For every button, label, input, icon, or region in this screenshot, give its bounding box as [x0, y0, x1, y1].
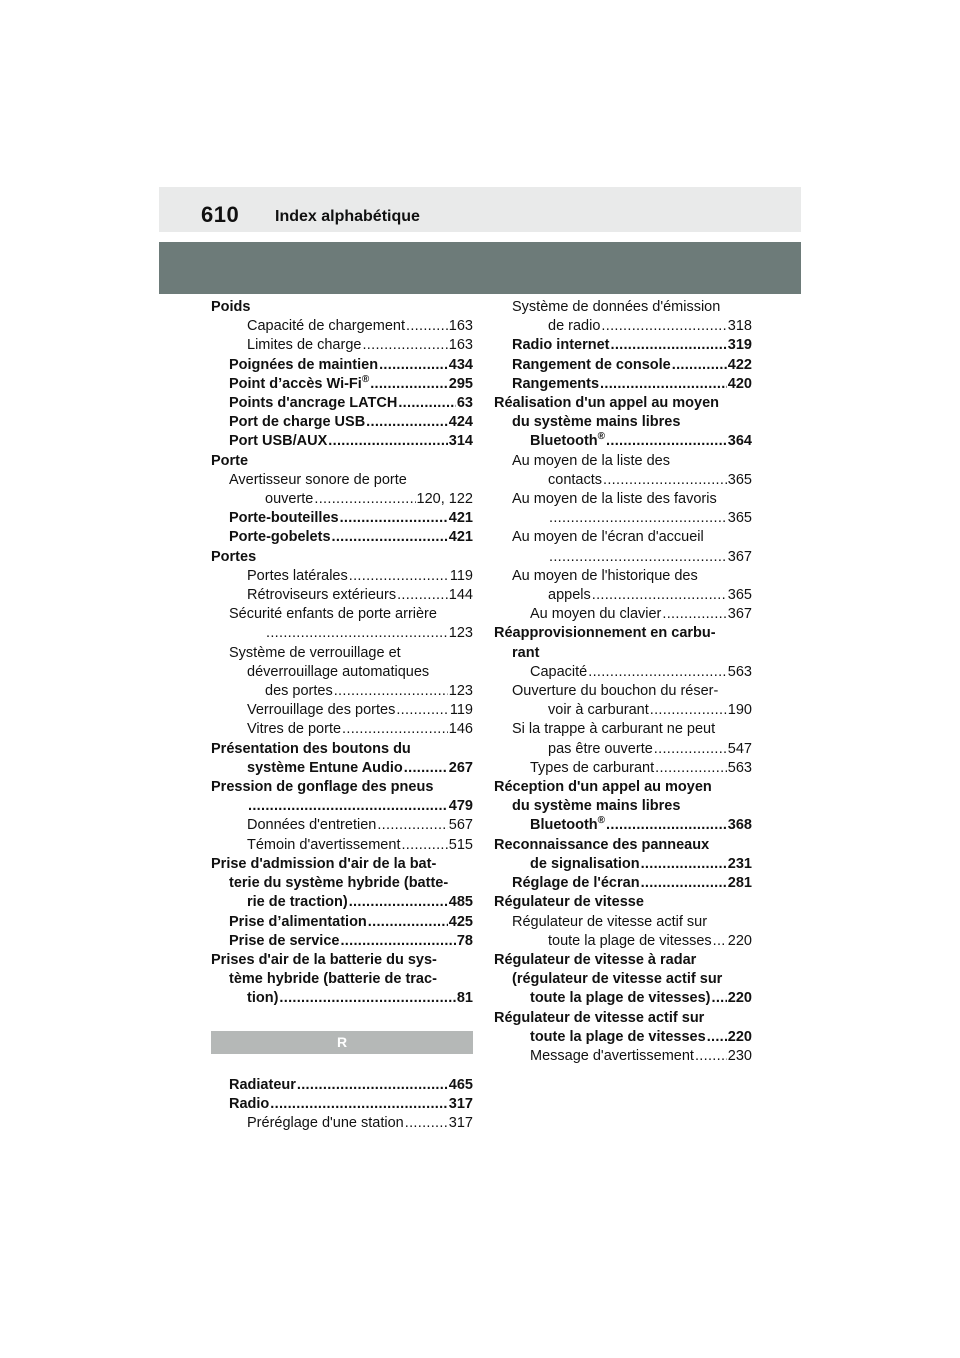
index-subentry: Ouverture du bouchon du réser- [512, 683, 719, 700]
index-subentry: Message d'avertissement ..... 230 [494, 1047, 752, 1066]
index-entry: Point d’accès Wi-Fi® ..... 295 [211, 375, 473, 394]
index-entry: Réglage de l'écran ..... 281 [494, 874, 752, 893]
index-entry: Portes [211, 548, 257, 565]
index-entry-cont: système Entune Audio ..... 267 [211, 759, 473, 778]
header-dark-band [159, 242, 801, 294]
index-entry: Pression de gonflage des pneus [211, 779, 434, 796]
index-entry: Régulateur de vitesse [494, 894, 644, 911]
index-subentry: Si la trappe à carburant ne peut [512, 721, 716, 738]
index-subentry-cont: déverrouillage automatiques [247, 663, 430, 680]
index-entry-cont: toute la plage de vitesses ..... 220 [494, 1028, 752, 1047]
index-entry: Prise de service ..... 78 [211, 932, 473, 951]
index-subentry-cont: ouverte ..... 120, 122 [211, 490, 473, 509]
index-entry: Présentation des boutons du [211, 740, 411, 757]
index-subentry: Au moyen de la liste des favoris [512, 491, 717, 508]
index-subentry: Capacité de chargement ..... 163 [211, 317, 473, 336]
index-entry-cont: Bluetooth® ..... 364 [494, 432, 752, 451]
index-entry-cont: rie de traction) ..... 485 [211, 893, 473, 912]
index-subentry: Rétroviseurs extérieurs ..... 144 [211, 586, 473, 605]
header-band [159, 187, 801, 232]
index-subentry: Sécurité enfants de porte arrière [229, 606, 437, 623]
page-title: Index alphabétique [275, 208, 420, 225]
index-entry-cont: tème hybride (batterie de trac- [229, 971, 437, 988]
index-subentry-cont: pas être ouverte ..... 547 [494, 740, 752, 759]
index-entry: Prise d’alimentation ..... 425 [211, 913, 473, 932]
index-entry: Reconnaissance des panneaux [494, 836, 710, 853]
index-entry: Poignées de maintien ..... 434 [211, 356, 473, 375]
index-subentry: Limites de charge ..... 163 [211, 336, 473, 355]
index-entry-cont: du système mains libres [512, 414, 681, 431]
index-subentry-cont: toute la plage de vitesses ..... 220 [494, 932, 752, 951]
index-subentry-cont: de radio ..... 318 [494, 317, 752, 336]
index-subentry-cont: des portes ..... 123 [211, 682, 473, 701]
index-entry-cont: ..... 479 [211, 797, 473, 816]
index-entry: Porte-gobelets ..... 421 [211, 528, 473, 547]
section-letter-bar: R [211, 1031, 473, 1054]
index-entry: Points d'ancrage LATCH ..... 63 [211, 394, 473, 413]
index-subentry: Système de verrouillage et [229, 644, 401, 661]
index-subentry-cont: ..... 367 [494, 548, 752, 567]
index-entry: Réalisation d'un appel au moyen [494, 395, 720, 412]
index-entry-cont: terie du système hybride (batte- [229, 875, 449, 892]
index-entry: Port de charge USB ..... 424 [211, 413, 473, 432]
index-entry: Porte-bouteilles ..... 421 [211, 509, 473, 528]
index-subentry: Données d'entretien ..... 567 [211, 816, 473, 835]
index-subentry-cont: appels ..... 365 [494, 586, 752, 605]
index-entry-cont: rant [512, 644, 540, 661]
index-entry-cont: du système mains libres [512, 798, 681, 815]
index-entry-cont: tion) ..... 81 [211, 989, 473, 1008]
index-entry: Rangements ..... 420 [494, 375, 752, 394]
index-subentry: Au moyen de l'historique des [512, 567, 698, 584]
index-column-right [494, 298, 752, 1066]
index-subentry: Avertisseur sonore de porte [229, 471, 407, 488]
index-entry: Prise d'admission d'air de la bat- [211, 855, 437, 872]
index-subentry: Capacité ..... 563 [494, 663, 752, 682]
index-entry: Port USB/AUX ..... 314 [211, 432, 473, 451]
index-subentry-cont: ..... 123 [211, 624, 473, 643]
index-subentry: Régulateur de vitesse actif sur [512, 913, 708, 930]
index-subentry: Au moyen du clavier ..... 367 [494, 605, 752, 624]
index-entry: Radio ..... 317 [211, 1095, 473, 1114]
index-entry: Porte [211, 452, 249, 469]
index-subentry: Système de données d'émission [512, 299, 721, 315]
index-subentry: Verrouillage des portes ..... 119 [211, 701, 473, 720]
index-entry-cont: de signalisation ..... 231 [494, 855, 752, 874]
index-entry-cont: Bluetooth® ..... 368 [494, 816, 752, 835]
index-entry: Rangement de console ..... 422 [494, 356, 752, 375]
index-entry: Réapprovisionnement en carbu- [494, 625, 716, 642]
page-number: 610 [201, 202, 240, 227]
index-subentry-cont: ..... 365 [494, 509, 752, 528]
index-entry-cont: (régulateur de vitesse actif sur [512, 971, 723, 988]
index-column-left [211, 298, 473, 1133]
index-entry-cont: toute la plage de vitesses) ..... 220 [494, 989, 752, 1008]
index-entry: Réception d'un appel au moyen [494, 779, 712, 796]
index-subentry: Vitres de porte ..... 146 [211, 720, 473, 739]
index-entry: Régulateur de vitesse à radar [494, 951, 697, 968]
index-subentry-cont: voir à carburant ..... 190 [494, 701, 752, 720]
index-entry: Radio internet ..... 319 [494, 336, 752, 355]
index-subentry: Portes latérales ..... 119 [211, 567, 473, 586]
index-subentry: Témoin d'avertissement ..... 515 [211, 836, 473, 855]
index-entry: Radiateur ..... 465 [211, 1076, 473, 1095]
index-entry: Régulateur de vitesse actif sur [494, 1009, 705, 1026]
index-subentry: Préréglage d'une station ..... 317 [211, 1114, 473, 1133]
index-entry: Poids [211, 299, 251, 315]
index-subentry: Au moyen de l'écran d'accueil [512, 529, 704, 546]
index-subentry: Types de carburant ..... 563 [494, 759, 752, 778]
index-subentry-cont: contacts ..... 365 [494, 471, 752, 490]
index-entry: Prises d'air de la batterie du sys- [211, 951, 437, 968]
index-subentry: Au moyen de la liste des [512, 452, 670, 469]
